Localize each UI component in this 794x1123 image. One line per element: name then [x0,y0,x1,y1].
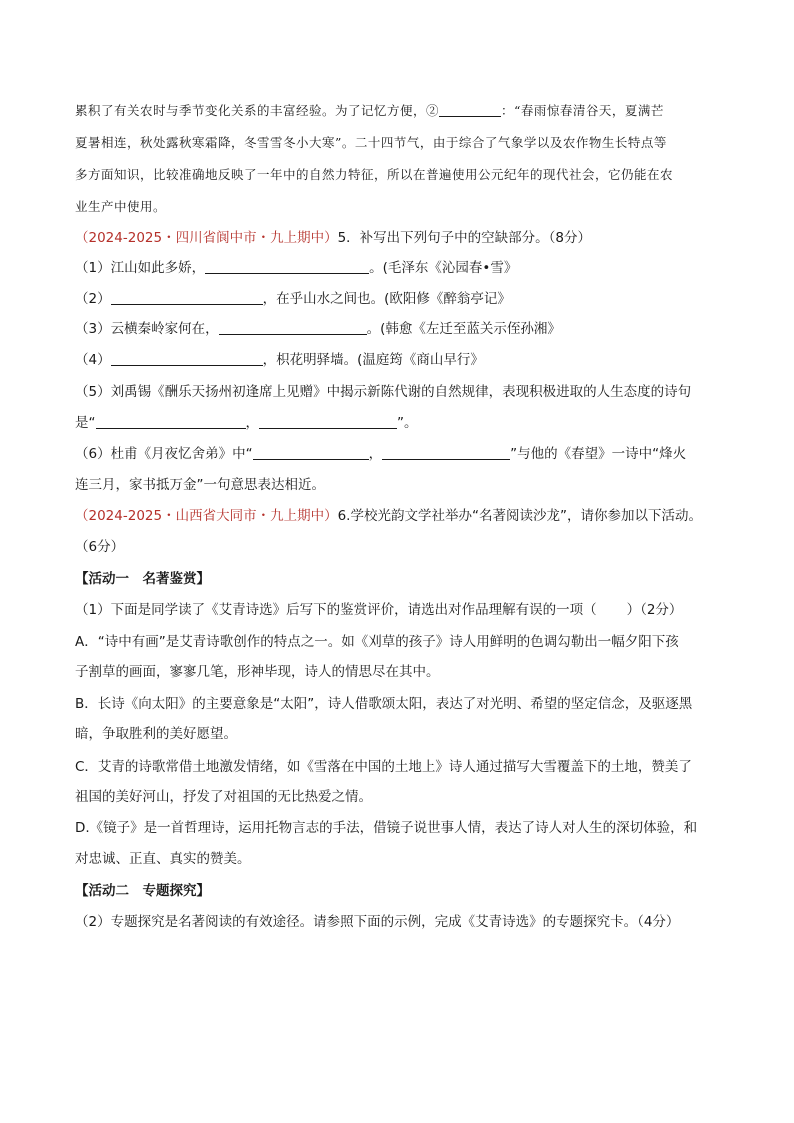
q5-item-4 [75,350,725,370]
item-text: ， [368,446,383,462]
answer-blank[interactable] [219,320,367,335]
q5-item-2 [75,289,725,309]
question-source: （2024-2025・四川省阆中市・九上期中） [75,230,338,246]
q5-item-6-line-1 [75,444,725,464]
option-c-line-1: C．艾青的诗歌常借土地激发情绪，如《雪落在中国的土地上》诗人通过描写大雪覆盖下的土地，赞美了 [75,759,692,775]
circled-number: ② [426,103,440,118]
answer-blank[interactable] [111,351,263,366]
option-a-line-2: 子割草的画面，寥寥几笔，形神毕现，诗人的情思尽在其中。 [75,664,440,680]
activity-2-heading: 【活动二 专题探究】 [75,883,210,899]
item-text: （4） [75,352,111,368]
item-text: （1）江山如此多娇， [75,260,206,276]
option-c-line-2: 祖国的美好河山，抒发了对祖国的无比热爱之情。 [75,789,372,805]
question-5-header [75,228,725,248]
passage-line-1 [75,101,725,121]
item-text: ， [245,415,259,431]
option-b-line-2: 暗，争取胜利的美好愿望。 [75,726,237,742]
question-title: 5．补写出下列句子中的空缺部分。（8分） [337,230,592,246]
answer-blank[interactable] [205,259,369,274]
option-b-line-1: B．长诗《向太阳》的主要意象是“太阳”，诗人借歌颂太阳，表达了对光明、希望的坚定信念，及驱逐黑 [75,696,693,712]
item-text: ）（2分） [626,602,683,618]
option-d-line-1: D.《镜子》是一首哲理诗，运用托物言志的手法，借镜子说世事人情，表达了诗人对人生的深切体验，和 [75,820,698,836]
question-6-score: （6分） [75,539,125,555]
item-text: （2） [75,291,111,307]
item-text: 。(韩愈《左迁至蓝关示侄孙湘》 [366,321,561,337]
answer-blank[interactable] [439,102,501,117]
passage-line-3: 多方面知识，比较准确地反映了一年中的自然力特征，所以在普遍使用公元纪年的现代社会，它仍能在农 [75,167,674,182]
item-text: 是“ [75,415,96,431]
passage-text: 累积了有关农时与季节变化关系的丰富经验。为了记忆方便， [75,103,427,118]
answer-blank[interactable] [259,414,397,429]
q5-item-5-line-2 [75,413,725,433]
q5-item-3 [75,319,725,339]
activity-1-heading: 【活动一 名著鉴赏】 [75,571,210,587]
option-d-line-2: 对忠诚、正直、真实的赞美。 [75,851,251,867]
item-text: （1）下面是同学读了《艾青诗选》后写下的鉴赏评价，请选出对作品理解有误的一项（ [75,602,597,618]
answer-blank[interactable] [96,414,246,429]
q5-item-6-line-2: 连三月，家书抵万金”一句意思表达相近。 [75,477,325,493]
item-text: ”与他的《春望》一诗中“烽火 [510,446,687,462]
item-text: ”。 [397,415,418,431]
option-a-line-1: A．“诗中有画”是艾青诗歌创作的特点之一。如《刈草的孩子》诗人用鲜明的色调勾勒出一幅夕阳下孩 [75,634,679,650]
passage-text: ：“春雨惊春清谷天，夏满芒 [501,103,664,118]
question-6-header [75,506,725,526]
sub-question-2: （2）专题探究是名著阅读的有效途径。请参照下面的示例，完成《艾青诗选》的专题探究卡。（4分） [75,914,680,930]
item-text: ，枳花明驿墙。(温庭筠《商山早行》 [262,352,484,368]
passage-line-4: 业生产中使用。 [75,199,167,214]
item-text: （6）杜甫《月夜忆舍弟》中“ [75,446,253,462]
answer-blank[interactable] [253,445,369,460]
answer-blank[interactable] [382,445,510,460]
q5-item-5-line-1: （5）刘禹锡《酬乐天扬州初逢席上见赠》中揭示新陈代谢的自然规律，表现积极进取的人生态度的诗句 [75,384,692,400]
item-text: 。(毛泽东《沁园春•雪》 [369,260,518,276]
passage-line-2: 夏暑相连，秋处露秋寒霜降，冬雪雪冬小大寒”。二十四节气，由于综合了气象学以及农作物生长特点等 [75,135,667,150]
answer-blank[interactable] [111,290,263,305]
item-text: ，在乎山水之间也。(欧阳修《醉翁亭记》 [262,291,511,307]
question-title: 6.学校光韵文学社举办“名著阅读沙龙”，请你参加以下活动。 [337,508,702,524]
sub-question-1 [75,600,725,620]
question-source: （2024-2025・山西省大同市・九上期中） [75,508,338,524]
q5-item-1 [75,258,725,278]
item-text: （3）云横秦岭家何在， [75,321,219,337]
